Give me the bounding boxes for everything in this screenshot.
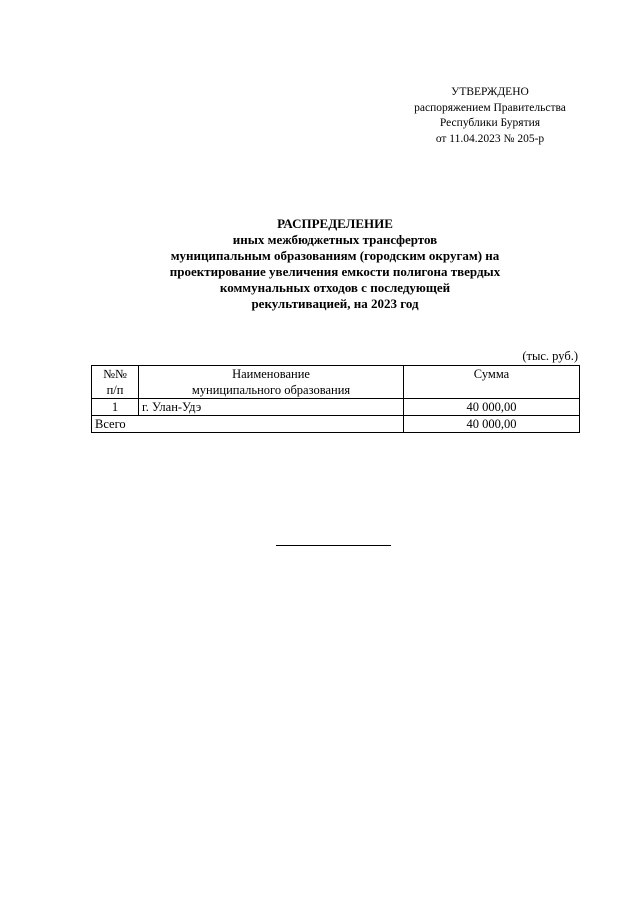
approval-stamp (400, 85, 580, 147)
title-line-5: коммунальных отходов с последующей (219, 280, 451, 295)
title-line-3: муниципальным образованиям (городским округам) на (170, 248, 500, 263)
closing-divider (276, 545, 391, 546)
title-line-6: рекультивацией, на 2023 год (251, 296, 419, 311)
units-note: (тыс. руб.) (522, 349, 578, 363)
row-municipality: г. Улан-Удэ (139, 399, 404, 416)
title-line-1: РАСПРЕДЕЛЕНИЕ (277, 216, 393, 231)
table-total-row (92, 416, 580, 433)
distribution-table (91, 365, 580, 433)
table-header-row (92, 366, 580, 399)
total-label: Всего (92, 416, 404, 433)
header-municipality-line-1: Наименование (232, 367, 310, 381)
approval-heading: УТВЕРЖДЕНО (451, 86, 529, 98)
header-number (92, 366, 139, 399)
approval-republic: Республики Бурятия (439, 117, 541, 129)
header-number-line-1: №№ (103, 367, 127, 381)
total-sum: 40 000,00 (404, 416, 580, 433)
header-municipality (139, 366, 404, 399)
header-sum: Сумма (404, 366, 580, 399)
document-title (100, 216, 570, 312)
row-number: 1 (92, 399, 139, 416)
title-line-4: проектирование увеличения емкости полигона твердых (169, 264, 501, 279)
row-sum: 40 000,00 (404, 399, 580, 416)
approval-authority: распоряжением Правительства (414, 101, 566, 114)
header-number-line-2: п/п (106, 383, 124, 397)
header-municipality-line-2: муниципального образования (191, 383, 351, 397)
approval-date-number: от 11.04.2023 № 205-р (435, 132, 545, 145)
title-line-2: иных межбюджетных трансфертов (232, 232, 438, 247)
table-row (92, 399, 580, 416)
